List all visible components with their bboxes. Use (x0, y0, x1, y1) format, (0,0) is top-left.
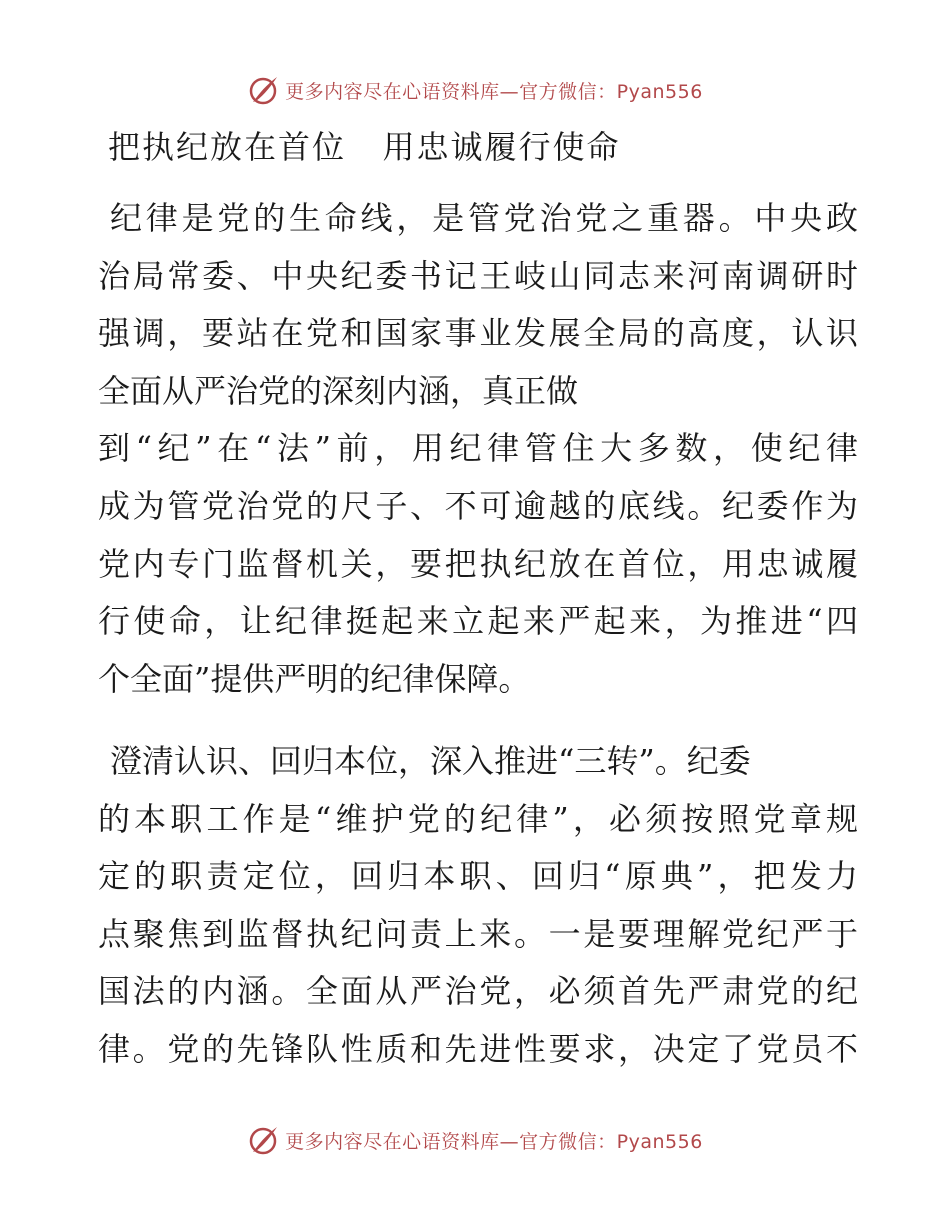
feather-pen-logo-icon (247, 1124, 279, 1156)
paragraph-2 (98, 733, 858, 1079)
paragraph-line: 律。党的先锋队性质和先进性要求，决定了党员不 (98, 1029, 858, 1068)
paragraph-line: 治局常委、中央纪委书记王岐山同志来河南调研时 (98, 256, 858, 295)
paragraph-line: 国法的内涵。全面从严治党，必须首先严肃党的纪 (98, 972, 858, 1011)
paragraph-line: 行使命，让纪律挺起来立起来严起来，为推进“四 (98, 602, 858, 641)
watermark-text: 更多内容尽在心语资料库—官方微信：Pyan556 (285, 1130, 703, 1153)
document-title: 把执纪放在首位 用忠诚履行使命 (108, 128, 621, 166)
header-watermark (0, 70, 950, 110)
paragraph-line: 点聚焦到监督执纪问责上来。一是要理解党纪严于 (98, 914, 858, 953)
paragraph-1 (98, 190, 858, 708)
paragraph-line: 澄清认识、回归本位，深入推进“三转”。纪委 (110, 742, 751, 780)
paragraph-line: 全面从严治党的深刻内涵，真正做 (98, 371, 579, 410)
paragraph-line: 个全面”提供严明的纪律保障。 (98, 659, 531, 698)
watermark-text: 更多内容尽在心语资料库—官方微信：Pyan556 (285, 80, 703, 103)
paragraph-line: 到“纪”在“法”前，用纪律管住大多数，使纪律 (98, 429, 858, 468)
feather-pen-logo-icon (247, 74, 279, 106)
paragraph-line: 强调，要站在党和国家事业发展全局的高度，认识 (98, 314, 858, 353)
paragraph-line: 纪律是党的生命线，是管党治党之重器。中央政 (110, 199, 858, 237)
paragraph-line: 党内专门监督机关，要把执纪放在首位，用忠诚履 (98, 544, 858, 583)
paragraph-line: 的本职工作是“维护党的纪律”，必须按照党章规 (98, 799, 858, 838)
footer-watermark (0, 1120, 950, 1160)
paragraph-line: 定的职责定位，回归本职、回归“原典”，把发力 (98, 857, 858, 896)
paragraph-line: 成为管党治党的尺子、不可逾越的底线。纪委作为 (98, 486, 858, 525)
